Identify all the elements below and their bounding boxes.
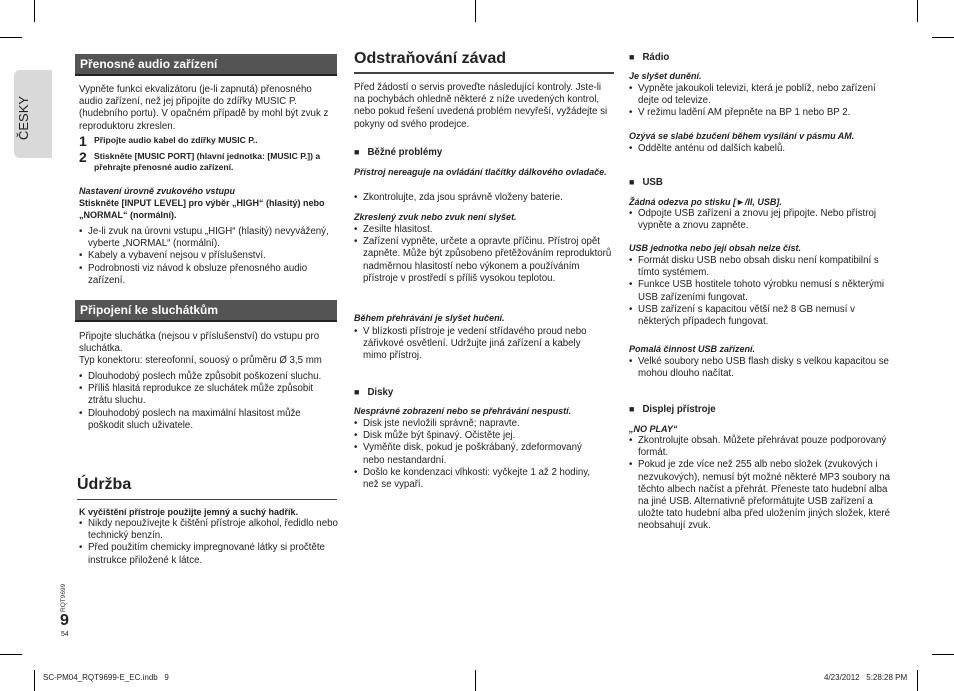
answers-hum: [354, 326, 604, 363]
list-item: • Příliš hlasitá reprodukce ze sluchátek může způsobit ztrátu sluchu.: [79, 383, 331, 407]
list-item: • Zkontrolujte, zda jsou správně vloženy baterie.: [354, 192, 614, 204]
list-item: • Dlouhodobý poslech může způsobit poškození sluchu.: [79, 371, 331, 383]
step-1-text: Připojte audio kabel do zdířky MUSIC P..: [94, 135, 258, 145]
answers-am-buzz: [629, 143, 889, 155]
list-item: • Zesilte hlasitost.: [354, 224, 612, 236]
step-2: [79, 151, 337, 173]
headphones-connector-type: Typ konektoru: stereofonní, souosý o průměru Ø 3,5 mm: [79, 355, 322, 366]
question-usb-slow: Pomalá činnost USB zařízení.: [629, 344, 756, 354]
crop-mark: [917, 670, 918, 691]
maintenance-lead: K vyčištění přístroje použijte jemný a suchý hadřík.: [79, 507, 299, 517]
troubleshooting-intro: Před žádostí o servis proveďte následující kontroly. Jste-li na pochybách ohledně některé z níže uvedených kontrol, nebo pokud řešení uvedená problém nevyřeší, vyžádejte si pokyny od svého prodejce.: [354, 82, 608, 130]
question-disc-playback: Nesprávné zobrazení nebo se přehrávání nespustí.: [354, 406, 572, 416]
step-2-text: Stiskněte [MUSIC PORT] (hlavní jednotka: [MUSIC P.]) a přehrajte přenosné audio zařízení.: [94, 151, 321, 172]
section-general-problems: ■ Běžné problémy: [354, 147, 442, 158]
list-item: • Nikdy nepoužívejte k čištění přístroje alkohol, ředidlo nebo technický benzín.: [79, 518, 341, 542]
list-item: • Zkontrolujte obsah. Můžete přehrávat pouze podporovaný formát.: [629, 435, 891, 459]
section-usb: ■ USB: [629, 177, 663, 188]
question-rumble: Je slyšet dunění.: [629, 71, 702, 81]
list-item: • Oddělte anténu od dalších kabelů.: [629, 143, 889, 155]
footer-left: SC-PM04_RQT9699-E_EC.indb 9: [43, 673, 169, 682]
crop-mark: [475, 670, 476, 691]
list-item: • Vyměňte disk, pokud je poškrábaný, zdeformovaný nebo nestandardní.: [354, 442, 606, 466]
headphones-intro: Připojte sluchátka (nejsou v příslušenství) do vstupu pro sluchátka.: [79, 331, 320, 355]
list-item: • Formát disku USB nebo obsah disku není kompatibilní s tímto systémem.: [629, 255, 891, 279]
input-level-instruction: Stiskněte [INPUT LEVEL] pro výběr „HIGH“ (hlasitý) nebo „NORMAL“ (normální).: [79, 198, 325, 221]
section-header-headphones: Připojení ke sluchátkům: [75, 300, 337, 322]
maintenance-title: Údržba: [77, 476, 132, 493]
section-header-portable-audio: Přenosné audio zařízení: [75, 54, 337, 76]
list-item: • Odpojte USB zařízení a znovu jej připojte. Nebo přístroj vypněte a znovu zapněte.: [629, 208, 891, 232]
question-remote: Přístroj nereaguje na ovládání tlačítky dálkového ovladače.: [354, 167, 607, 177]
crop-mark: [34, 670, 35, 691]
crop-mark: [932, 37, 954, 38]
answers-usb-slow: [629, 356, 891, 380]
page-number: 9: [60, 612, 69, 629]
list-item: • Dlouhodobý poslech na maximální hlasitost může poškodit sluch uživatele.: [79, 408, 331, 432]
list-item: • Je-li zvuk na úrovni vstupu „HIGH“ (hlasitý) nevyvážený, vyberte „NORMAL“ (normální).: [79, 226, 329, 250]
list-item: • Funkce USB hostitele tohoto výrobku nemusí s některými USB zařízeními fungovat.: [629, 279, 891, 303]
list-item: • Pokud je zde více než 255 alb nebo složek (zvukových i nezvukových), nemusí být možné některé MP3 soubory na těchto albech načíst a přehrát. Přeneste tato hudební alba na jiné USB. Alternativně přeformátujte USB zařízení a uložte tato hudební alba před uložením jiných složek, které neobsahují zvuk.: [629, 459, 891, 532]
list-item: • Před použitím chemicky impregnované látky si pročtěte instrukce přiložené k látce.: [79, 542, 341, 566]
section-discs: ■ Disky: [354, 387, 393, 398]
step-2-number: 2: [79, 149, 87, 165]
input-level-heading: Nastavení úrovně zvukového vstupu: [79, 186, 236, 196]
answers-disc-playback: [354, 418, 606, 491]
doc-code: RQT9699: [60, 583, 67, 612]
crop-mark: [917, 0, 918, 22]
list-item: • V blízkosti přístroje je vedení střídavého proud nebo zářivkové osvětlení. Udržujte jiná zařízení a kabely mimo přístroj.: [354, 326, 604, 363]
step-1: [79, 135, 337, 147]
language-label: ČESKY: [16, 95, 31, 140]
maintenance-rule: [77, 499, 337, 500]
answers-no-play: [629, 435, 891, 533]
crop-mark: [932, 654, 954, 655]
list-item: • Došlo ke kondenzaci vlhkosti: vyčkejte 1 až 2 hodiny, než se vypaří.: [354, 467, 606, 491]
small-page-number: 54: [61, 631, 69, 638]
section-display: ■ Displej přístroje: [629, 404, 716, 415]
answers-distorted-sound: [354, 224, 612, 285]
question-usb-no-response: Žádná odezva po stisku [►/II, USB].: [629, 197, 782, 207]
crop-mark: [0, 37, 22, 38]
answers-remote: [354, 192, 614, 204]
footer-right: 4/23/2012 5:28:28 PM: [824, 673, 908, 682]
question-no-play: „NO PLAY“: [629, 424, 678, 434]
crop-mark: [475, 0, 476, 22]
portable-audio-notes: [79, 226, 329, 287]
question-hum: Během přehrávání je slyšet hučení.: [354, 313, 505, 323]
list-item: • Podrobnosti viz návod k obsluze přenosného audio zařízení.: [79, 263, 329, 287]
list-item: • Disk jste nevložili správně; napravte.: [354, 418, 606, 430]
answers-usb-unreadable: [629, 255, 891, 328]
answers-usb-no-response: [629, 208, 891, 232]
list-item: • Velké soubory nebo USB flash disky s velkou kapacitou se mohou dlouho načítat.: [629, 356, 891, 380]
list-item: • USB zařízení s kapacitou větší než 8 GB nemusí v některých případech fungovat.: [629, 304, 891, 328]
headphones-warnings: [79, 371, 331, 432]
maintenance-notes: [79, 518, 341, 567]
crop-mark: [34, 0, 35, 22]
portable-audio-intro: Vypněte funkci ekvalizátoru (je-li zapnutá) přenosného audio zařízení, než jej připojíte do zdířky MUSIC P. (hudebního portu). V opačném případě by mohl být zvuk z reproduktoru zkreslen.: [79, 84, 329, 132]
troubleshooting-rule: [354, 72, 614, 74]
question-distorted-sound: Zkreslený zvuk nebo zvuk není slyšet.: [354, 212, 517, 222]
list-item: • Vypněte jakoukoli televizi, která je poblíž, nebo zařízení dejte od televize.: [629, 83, 891, 107]
answers-rumble: [629, 83, 891, 120]
question-usb-unreadable: USB jednotka nebo její obsah nelze číst.: [629, 243, 802, 253]
question-am-buzz: Ozývá se slabé bzučení během vysílání v pásmu AM.: [629, 131, 855, 141]
list-item: • V režimu ladění AM přepněte na BP 1 nebo BP 2.: [629, 107, 891, 119]
crop-mark: [0, 654, 22, 655]
list-item: • Kabely a vybavení nejsou v příslušenství.: [79, 250, 329, 262]
step-1-number: 1: [79, 133, 87, 149]
section-radio: ■ Rádio: [629, 52, 669, 63]
troubleshooting-title: Odstraňování závad: [354, 50, 507, 67]
list-item: • Zařízení vypněte, určete a opravte příčinu. Přístroj opět zapněte. Může být způsobeno přetěžováním reproduktorů nadměrnou hlasitostí nebo výkonem a používáním přístroje v prostředí s příliš vysokou teplotou.: [354, 236, 612, 285]
list-item: • Disk může být špinavý. Očistěte jej.: [354, 430, 606, 442]
